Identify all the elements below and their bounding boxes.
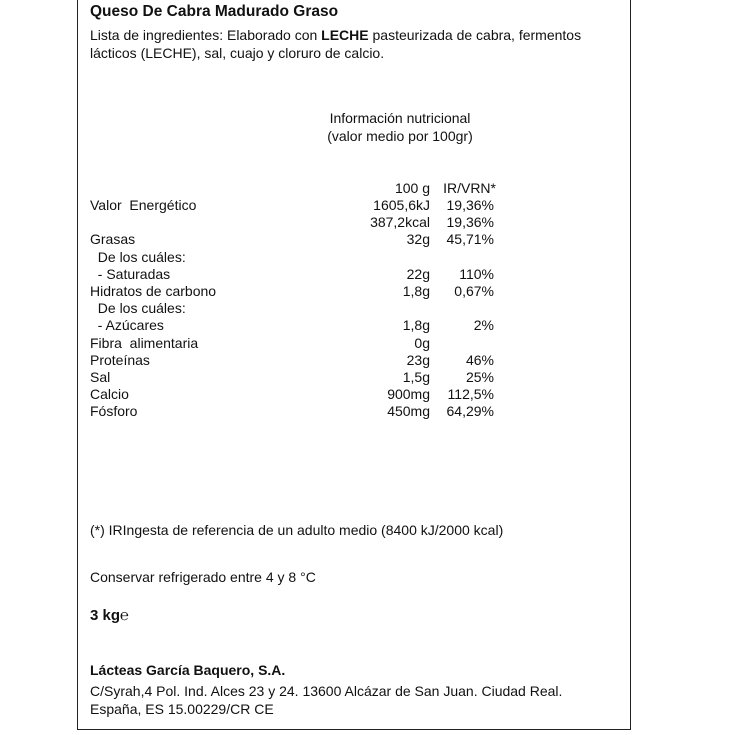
reference-footnote: (*) IRIngesta de referencia de un adulto medio (8400 kJ/2000 kcal) xyxy=(90,522,504,538)
nutrient-name: Fósforo xyxy=(90,403,138,420)
nutrient-reference-intake: 110% xyxy=(459,265,494,282)
nutrient-name: Sal xyxy=(90,369,111,385)
nutrient-quantity: 387,2kcal xyxy=(370,214,430,231)
estimated-sign-icon: ℮ xyxy=(120,607,130,624)
nutrient-quantity: 1,8g xyxy=(402,283,430,299)
manufacturer-registry: España, ES 15.00229/CR CE xyxy=(90,701,274,717)
product-title: Queso De Cabra Madurado Graso xyxy=(90,3,339,20)
ingredients-line-2: lácticos (LECHE), sal, cuajo y cloruro de calcio. xyxy=(90,45,385,61)
nutrient-reference-intake: 46% xyxy=(465,351,494,368)
nutrient-reference-intake: 19,36% xyxy=(446,197,494,213)
nutrient-reference-intake: 64,29% xyxy=(446,403,494,420)
nutrient-name: Calcio xyxy=(90,386,129,403)
nutrient-quantity: 1,8g xyxy=(402,317,430,334)
nutrient-quantity: 900mg xyxy=(387,386,430,403)
nutrient-quantity: 0g xyxy=(414,334,430,351)
nutrient-reference-intake: 112,5% xyxy=(447,386,494,403)
nutrient-name: Proteínas xyxy=(90,351,150,368)
ingredients-middle: pasteurizada de cabra, fermentos xyxy=(368,27,582,43)
nutrient-quantity: 1,5g xyxy=(402,369,430,385)
net-weight xyxy=(90,608,129,624)
nutrient-name: De los cuáles: xyxy=(90,300,186,317)
nutrition-subheading: (valor medio por 100gr) xyxy=(327,128,473,144)
manufacturer-name: Lácteas García Baquero, S.A. xyxy=(90,662,286,678)
ingredients-line-1 xyxy=(90,27,581,43)
nutrient-quantity: 1605,6kJ xyxy=(373,197,430,213)
manufacturer-address: C/Syrah,4 Pol. Ind. Alces 23 y 24. 13600 Alcázar de San Juan. Ciudad Real. xyxy=(90,683,563,699)
nutrient-name: Grasas xyxy=(90,231,136,248)
storage-instructions: Conservar refrigerado entre 4 y 8 °C xyxy=(90,569,316,585)
nutrition-col-ir-header: IR/VRN* xyxy=(443,180,496,196)
nutrient-name: Valor Energético xyxy=(90,197,197,213)
nutrient-reference-intake: 0,67% xyxy=(454,283,494,299)
nutrient-reference-intake: 2% xyxy=(473,317,494,334)
nutrient-reference-intake: 19,36% xyxy=(446,214,494,231)
nutrient-name: De los cuáles: xyxy=(90,248,186,265)
nutrient-name: - Saturadas xyxy=(90,265,171,282)
nutrient-quantity: 32g xyxy=(406,231,430,248)
ingredients-allergen: LECHE xyxy=(321,27,369,43)
nutrient-quantity: 450mg xyxy=(387,403,430,420)
nutrient-quantity: 22g xyxy=(406,265,430,282)
nutrient-name: - Azúcares xyxy=(90,317,164,334)
nutrient-name: Hidratos de carbono xyxy=(90,283,217,299)
nutrient-reference-intake: 45,71% xyxy=(446,231,494,248)
nutrient-name: Fibra alimentaria xyxy=(90,334,199,351)
nutrient-quantity: 23g xyxy=(406,351,430,368)
ingredients-prefix: Lista de ingredientes: Elaborado con xyxy=(90,27,322,43)
weight-value: 3 kg xyxy=(90,607,121,624)
nutrition-col-qty-header: 100 g xyxy=(394,180,430,196)
nutrition-heading: Información nutricional xyxy=(329,110,471,126)
nutrient-reference-intake: 25% xyxy=(465,369,494,385)
